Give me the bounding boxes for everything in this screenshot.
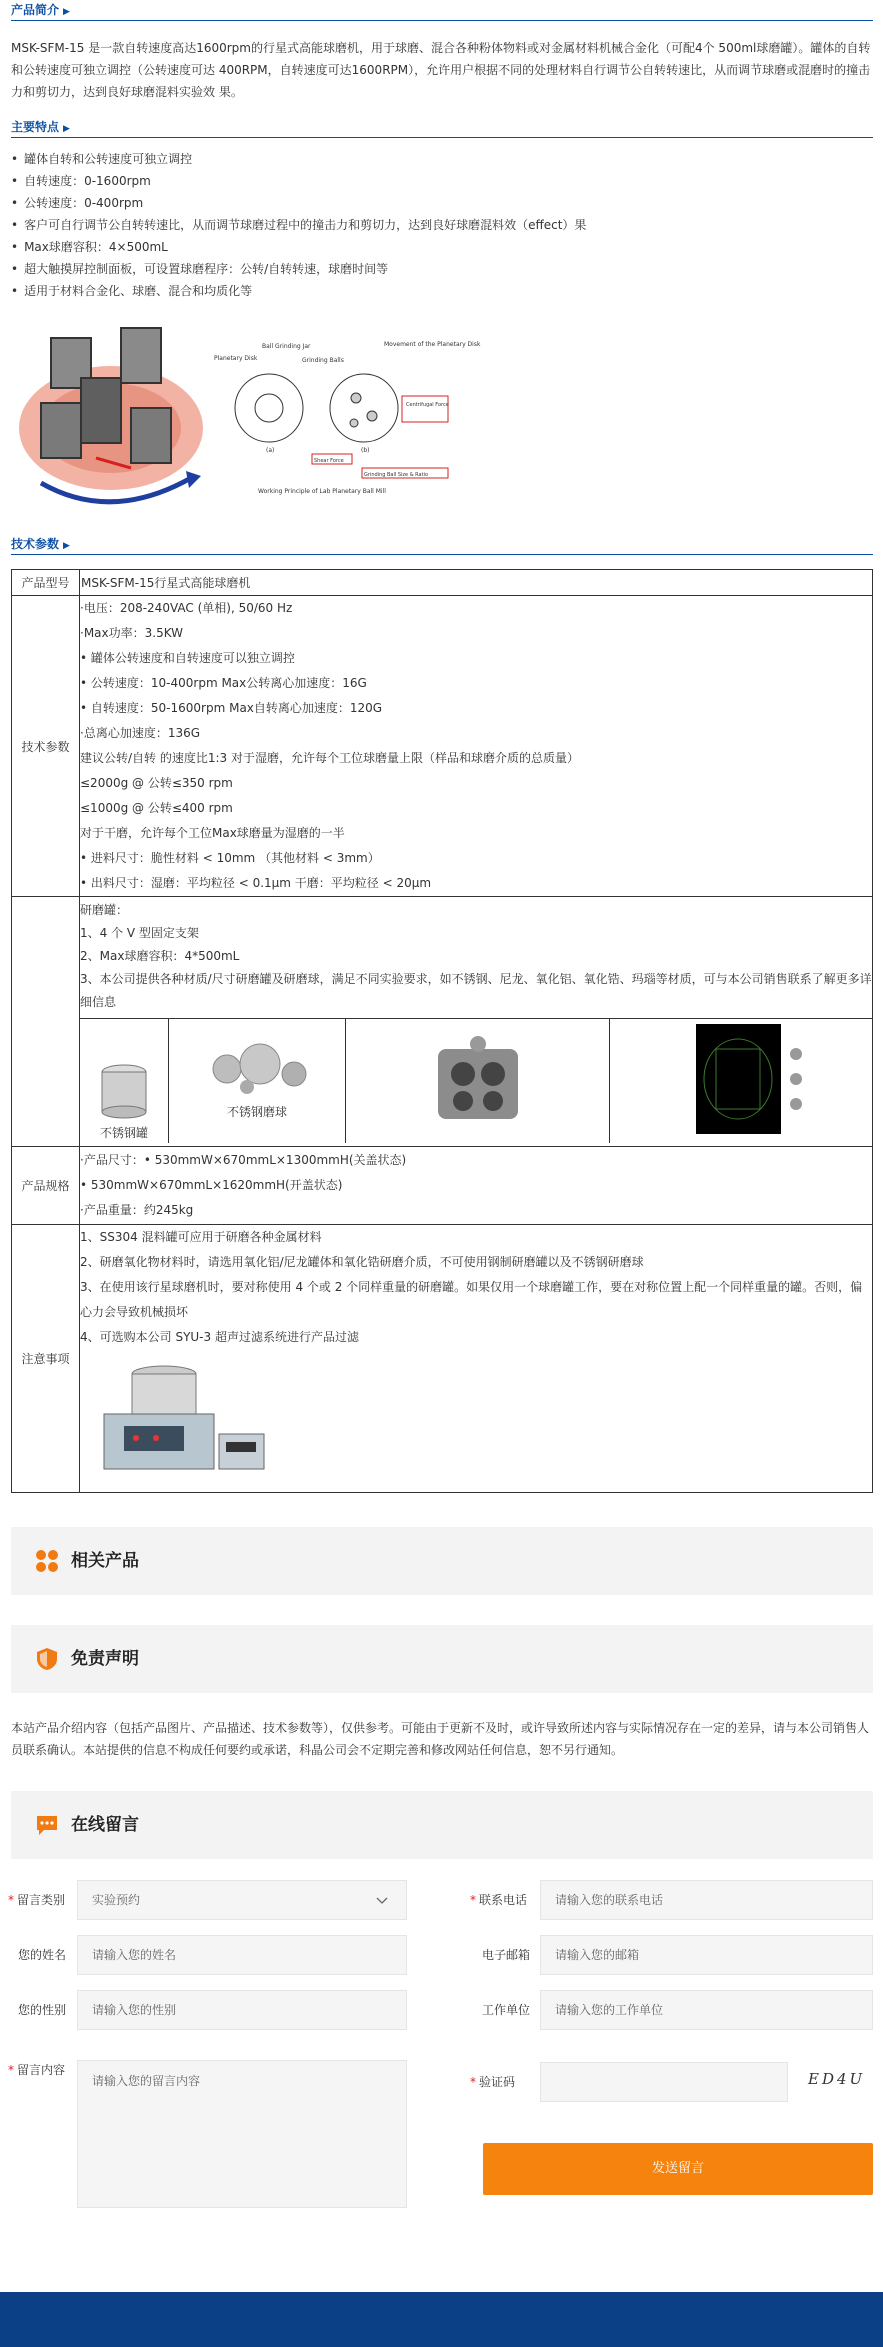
intro-text: MSK-SFM-15 是一款自转速度高达1600rpm的行星式高能球磨机，用于球磨、混合各种粉体物料或对金属材料机械合金化（可配4个 500ml球磨罐）。罐体的自转和公转速度可独立调控（公转速度可达 400RPM，自转速度可达1600RPM），允许用户根据不同的处理材料自行调节公自转转速比，从而调节球磨或混磨时的撞击力和剪切力，达到良好球磨混料实验效 果。 (11, 41, 871, 99)
jar-title: 研磨罐： (80, 903, 129, 917)
disclaimer-bar (11, 1625, 873, 1693)
disclaimer-title: 免责声明 (71, 1649, 139, 1669)
table-cell-label: 产品型号 (12, 570, 80, 596)
table-row (12, 596, 873, 897)
diagram-label: Planetary Disk (214, 355, 258, 362)
message-form (0, 1880, 883, 2220)
spec-line: • 公转速度：10-400rpm Max公转离心加速度：16G (80, 676, 367, 690)
list-item: • 客户可自行调节公自转转速比，从而调节球磨过程中的撞击力和剪切力，达到良好球磨混料效（effect）果 (11, 214, 873, 236)
list-item: • 罐体自转和公转速度可独立调控 (11, 148, 873, 170)
site-footer (0, 2292, 883, 2347)
spec-line: • 进料尺寸：脆性材料 < 10mm （其他材料 < 3mm） (80, 851, 380, 865)
note-line: 2、研磨氧化物材料时，请选用氧化铝/尼龙罐体和氧化锆研磨介质，不可使用钢制研磨罐以及不锈钢研磨球 (80, 1255, 644, 1269)
content-label: * 留言内容 (8, 2063, 66, 2077)
phone-input[interactable]: 请输入您的联系电话 (540, 1880, 873, 1920)
jar-image-table (80, 1018, 872, 1143)
jar-holder-image (413, 1029, 543, 1129)
table-cell-value (80, 1225, 873, 1493)
feature-list (11, 148, 873, 302)
captcha-input[interactable] (540, 2062, 788, 2102)
message-bar (11, 1791, 873, 1859)
type-select[interactable]: 实验预约 (77, 1880, 407, 1920)
spec-line: ·Max功率：3.5KW (80, 626, 184, 640)
related-products-title: 相关产品 (71, 1551, 139, 1571)
diagram-label: Movement of the Planetary Disk (384, 341, 481, 348)
jar-image-cell (169, 1019, 346, 1143)
table-cell-label: 技术参数 (12, 596, 80, 897)
filter-system-image (94, 1354, 274, 1489)
spec-line: • 罐体公转速度和自转速度可以独立调控 (80, 651, 295, 665)
name-input[interactable]: 请输入您的姓名 (77, 1935, 407, 1975)
company-label: 工作单位 (482, 2003, 531, 2017)
jar-image-cell (346, 1019, 610, 1143)
jar-line: 3、本公司提供各种材质/尺寸研磨罐及研磨球，满足不同实验要求，如不锈钢、尼龙、氧化铝、氧化锆、玛瑙等材质，可与本公司销售联系了解更多详细信息 (80, 972, 872, 1009)
table-cell-label: 注意事项 (12, 1225, 80, 1493)
list-item: • Max球磨容积：4×500mL (11, 236, 873, 258)
section-title-intro: 产品简介 ▶ (11, 0, 873, 21)
shield-icon (35, 1647, 59, 1671)
spec-line: ≤2000g @ 公转≤350 rpm (80, 776, 233, 790)
spec-line: ·产品重量：约245kg (80, 1203, 194, 1217)
type-label: * 留言类别 (8, 1893, 66, 1907)
captcha-image[interactable]: ED4U (808, 2070, 866, 2088)
planetary-disk-image (11, 308, 211, 513)
triangle-icon: ▶ (63, 7, 70, 17)
image-caption: 不锈钢罐 (99, 1125, 148, 1140)
section-title-params: 技术参数 ▶ (11, 534, 873, 555)
table-row (12, 1225, 873, 1493)
section-title-features: 主要特点 ▶ (11, 117, 873, 138)
jar-line: 2、Max球磨容积：4*500mL (80, 949, 240, 963)
table-cell-value (80, 596, 873, 897)
triangle-icon: ▶ (63, 541, 70, 551)
jar-line: 1、4 个 V 型固定支架 (80, 926, 199, 940)
grid-icon (35, 1549, 59, 1573)
captcha-label: * 验证码 (470, 2075, 516, 2089)
cad-drawing-image (666, 1024, 816, 1134)
spec-line: ≤1000g @ 公转≤400 rpm (80, 801, 233, 815)
diagram-label: Centrifugal Force (406, 402, 449, 408)
image-caption: 不锈钢磨球 (226, 1105, 287, 1120)
table-row (12, 897, 873, 1147)
table-cell-label: 产品规格 (12, 1147, 80, 1225)
jar-image-cell (80, 1019, 169, 1143)
product-figures (11, 308, 873, 520)
email-input[interactable]: 请输入您的邮箱 (540, 1935, 873, 1975)
gender-label: 您的性别 (18, 2003, 67, 2017)
table-cell-value (80, 897, 873, 1147)
diagram-label: Ball Grinding Jar (262, 343, 311, 350)
diagram-label: (a) (266, 447, 275, 454)
email-label: 电子邮箱 (482, 1948, 531, 1962)
message-title: 在线留言 (71, 1815, 139, 1835)
stainless-jar-image (94, 1060, 154, 1120)
name-label: 您的姓名 (18, 1948, 67, 1962)
table-row (12, 1147, 873, 1225)
content-textarea[interactable]: 请输入您的留言内容 (77, 2060, 407, 2208)
list-item: • 公转速度：0-400rpm (11, 192, 873, 214)
submit-button[interactable]: 发送留言 (483, 2143, 873, 2195)
list-item: • 超大触摸屏控制面板，可设置球磨程序：公转/自转转速，球磨时间等 (11, 258, 873, 280)
spec-line: • 自转速度：50-1600rpm Max自转离心加速度：120G (80, 701, 383, 715)
spec-line: ·电压：208-240VAC (单相), 50/60 Hz (80, 601, 293, 615)
triangle-icon: ▶ (63, 124, 70, 134)
spec-line: • 出料尺寸：湿磨：平均粒径 < 0.1μm 干磨：平均粒径 < 20μm (80, 876, 432, 890)
spec-line: 建议公转/自转 的速度比1:3 对于湿磨，允许每个工位球磨量上限（样品和球磨介质的总质量） (80, 751, 579, 765)
jar-image-cell (610, 1019, 873, 1143)
diagram-label: (b) (361, 447, 370, 454)
working-principle-diagram (214, 338, 481, 498)
company-input[interactable]: 请输入您的工作单位 (540, 1990, 873, 2030)
list-item: • 自转速度：0-1600rpm (11, 170, 873, 192)
note-line: 3、在使用该行星球磨机时，要对称使用 4 个或 2 个同样重量的研磨罐。如果仅用一个球磨罐工作，要在对称位置上配一个同样重量的罐。否则，偏心力会导致机械损坏 (80, 1280, 863, 1319)
spec-line: ·总离心加速度：136G (80, 726, 201, 740)
disclaimer-text: 本站产品介绍内容（包括产品图片、产品描述、技术参数等），仅供参考。可能由于更新不及时，或许导致所述内容与实际情况存在一定的差异，请与本公司销售人员联系确认。本站提供的信息不构成任何要约或承诺，科晶公司会不定期完善和修改网站任何信息，恕不另行通知。 (11, 1721, 870, 1757)
note-line: 1、SS304 混料罐可应用于研磨各种金属材料 (80, 1230, 322, 1244)
diagram-caption: Working Principle of Lab Planetary Ball Mill (258, 488, 386, 495)
table-cell-value (80, 1147, 873, 1225)
diagram-label: Shear Force (314, 458, 344, 464)
spec-line: 对于干磨，允许每个工位Max球磨量为湿磨的一半 (80, 826, 345, 840)
spec-table (11, 569, 873, 1493)
table-row (12, 570, 873, 596)
chat-icon (35, 1813, 59, 1837)
list-item: • 适用于材料合金化、球磨、混合和均质化等 (11, 280, 873, 302)
chevron-down-icon (376, 1897, 388, 1905)
diagram-label: Grinding Ball Size & Ratio (364, 472, 429, 478)
gender-input[interactable]: 请输入您的性别 (77, 1990, 407, 2030)
steel-balls-image (202, 1039, 312, 1099)
note-line: 4、可选购本公司 SYU-3 超声过滤系统进行产品过滤 (80, 1330, 359, 1344)
spec-line: • 530mmW×670mmL×1620mmH(开盖状态) (80, 1178, 343, 1192)
spec-line: ·产品尺寸：• 530mmW×670mmL×1300mmH(关盖状态) (80, 1153, 407, 1167)
related-products-bar (11, 1527, 873, 1595)
table-cell-value: MSK-SFM-15行星式高能球磨机 (80, 570, 873, 596)
phone-label: * 联系电话 (470, 1893, 528, 1907)
diagram-label: Grinding Balls (302, 357, 344, 364)
